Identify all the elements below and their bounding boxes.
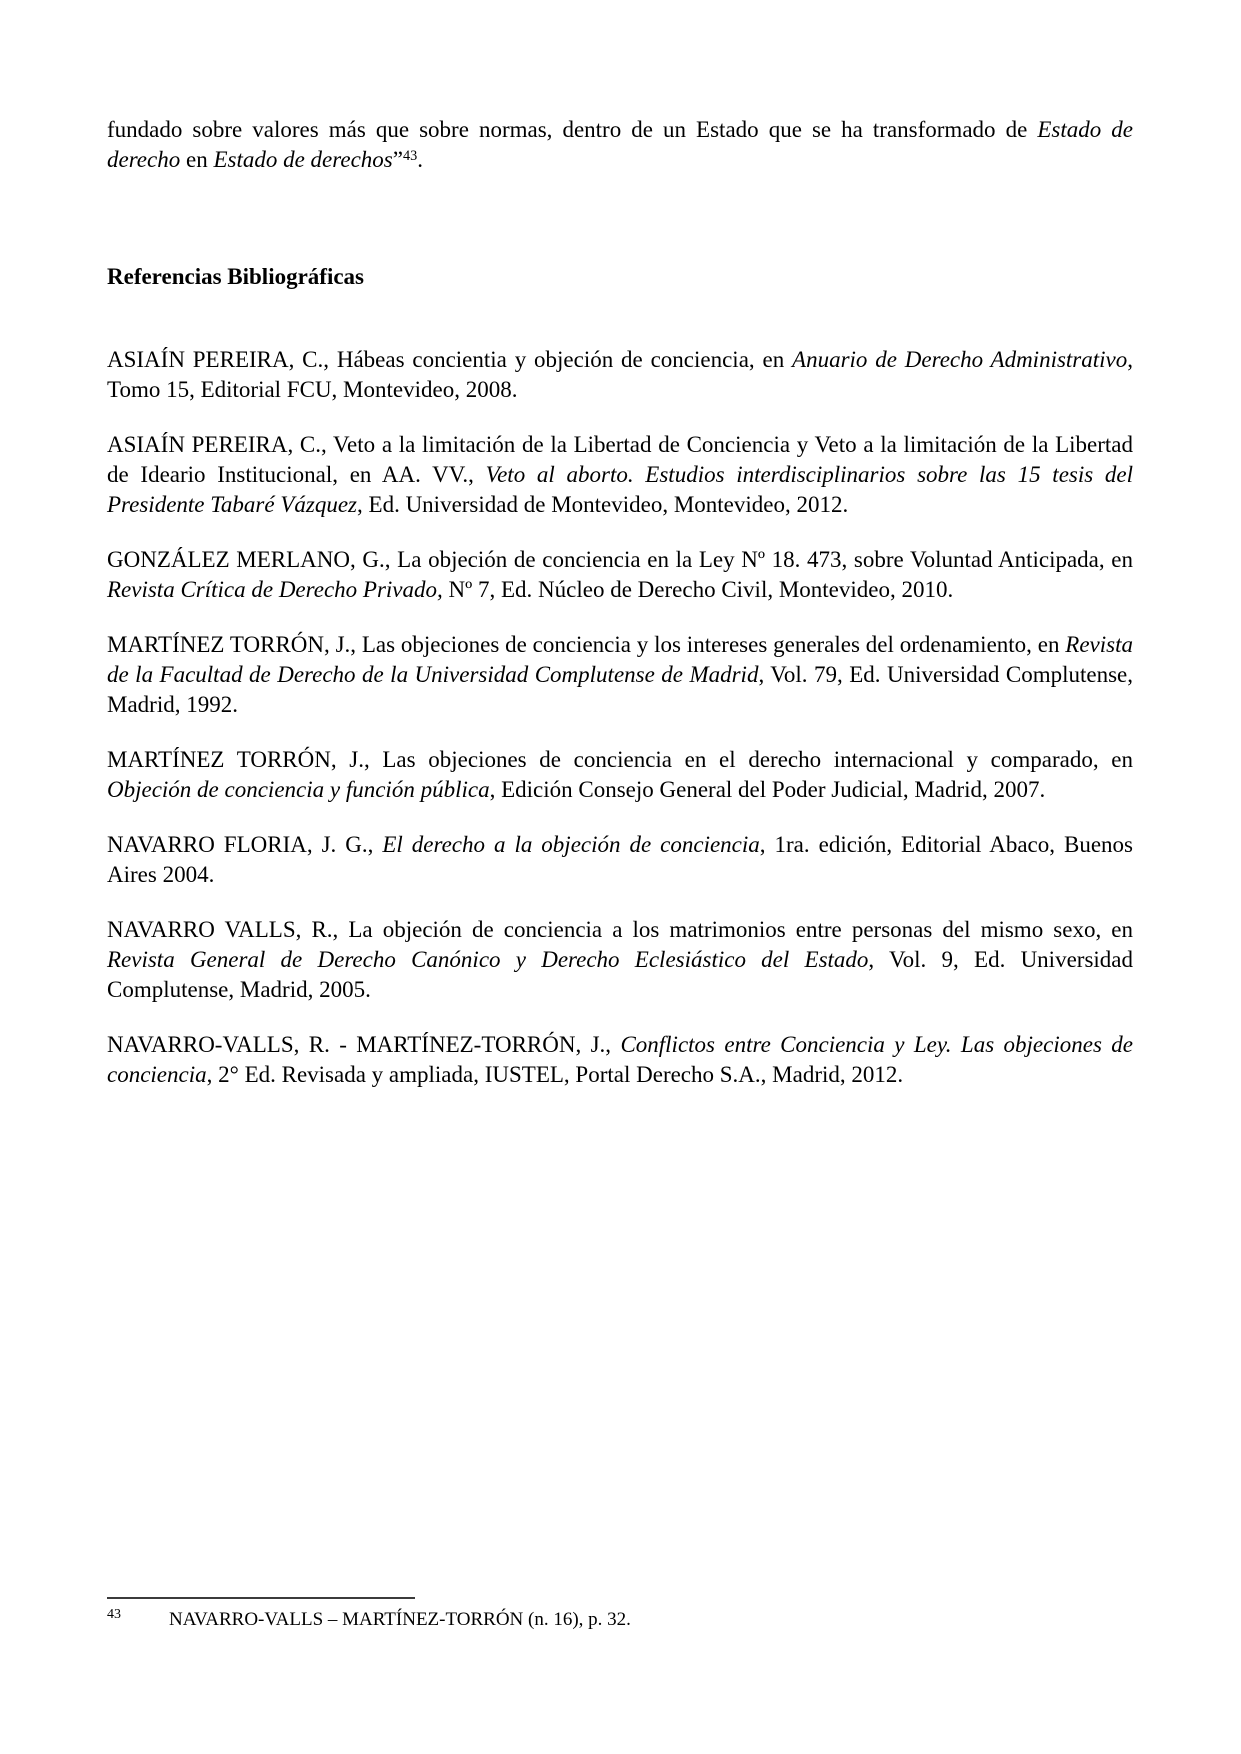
reference-entry <box>107 830 1133 890</box>
text-run: , 2° Ed. Revisada y ampliada, IUSTEL, Portal Derecho S.A., Madrid, 2012. <box>206 1062 904 1087</box>
reference-entry <box>107 345 1133 405</box>
italic-title-text: Anuario de Derecho Administrativo <box>792 347 1128 372</box>
text-run: en <box>180 147 214 172</box>
footnote-text: NAVARRO-VALLS – MARTÍNEZ-TORRÓN (n. 16), p. 32. <box>169 1609 631 1630</box>
body-paragraph <box>107 115 1133 175</box>
text-run: MARTÍNEZ TORRÓN, J., Las objeciones de conciencia en el derecho internacional y comparado, en <box>107 747 1133 772</box>
text-run: ” <box>392 147 403 172</box>
text-run: ASIAÍN PEREIRA, C., Veto a la limitación de la Libertad de Conciencia y Veto a la limitación de la Libertad de Ideario Institucional, en AA. VV., <box>107 432 1133 487</box>
text-run: , Ed. Universidad de Montevideo, Montevideo, 2012. <box>357 492 849 517</box>
text-run: , Vol. 9, Ed. Universidad Complutense, Madrid, 2005. <box>107 947 1133 1002</box>
italic-title-text: El derecho a la objeción de conciencia <box>382 832 760 857</box>
text-run: NAVARRO-VALLS, R. - MARTÍNEZ-TORRÓN, J., <box>107 1032 621 1057</box>
text-run: . <box>417 147 423 172</box>
reference-entry <box>107 745 1133 805</box>
text-run: NAVARRO FLORIA, J. G., <box>107 832 383 857</box>
text-run: MARTÍNEZ TORRÓN, J., Las objeciones de conciencia y los intereses generales del ordenamiento, en <box>107 632 1066 657</box>
text-run: , 1ra. edición, Editorial Abaco, Buenos Aires 2004. <box>107 832 1133 887</box>
text-run: NAVARRO VALLS, R., La objeción de conciencia a los matrimonios entre personas del mismo sexo, en <box>107 917 1133 942</box>
reference-entry <box>107 1030 1133 1090</box>
italic-title-text: Estado de derecho <box>107 117 1133 172</box>
reference-entry <box>107 430 1133 520</box>
text-run: , Edición Consejo General del Poder Judicial, Madrid, 2007. <box>489 777 1046 802</box>
text-run: ASIAÍN PEREIRA, C., Hábeas concientia y objeción de conciencia, en <box>107 347 793 372</box>
references-list <box>107 345 1133 1090</box>
reference-entry <box>107 915 1133 1005</box>
section-heading: Referencias Bibliográficas <box>107 264 364 289</box>
italic-title-text: Revista de la Facultad de Derecho de la Universidad Complutense de Madrid <box>107 632 1133 687</box>
italic-title-text: Estado de derechos <box>213 147 393 172</box>
text-run: , Tomo 15, Editorial FCU, Montevideo, 2008. <box>107 347 1133 402</box>
text-run: , Vol. 79, Ed. Universidad Complutense, Madrid, 1992. <box>107 662 1133 717</box>
footnote-reference-mark: 43 <box>402 147 418 164</box>
italic-title-text: Revista Crítica de Derecho Privado, <box>107 577 443 602</box>
italic-title-text: Conflictos entre Conciencia y Ley. Las objeciones de conciencia <box>107 1032 1133 1087</box>
italic-title-text: Objeción de conciencia y función pública <box>107 777 490 802</box>
footnote-number: 43 <box>107 1607 121 1622</box>
text-run: GONZÁLEZ MERLANO, G., La objeción de conciencia en la Ley Nº 18. 473, sobre Voluntad Anticipada, en <box>107 547 1133 572</box>
footnote <box>107 1608 1133 1634</box>
reference-entry <box>107 630 1133 720</box>
text-run: Nº 7, Ed. Núcleo de Derecho Civil, Montevideo, 2010. <box>442 577 954 602</box>
footnote-separator-rule <box>107 1597 415 1599</box>
footnote-area <box>107 1597 1133 1634</box>
reference-entry <box>107 545 1133 605</box>
italic-title-text: Veto al aborto. Estudios interdisciplinarios sobre las 15 tesis del Presidente Tabaré Vázquez <box>107 462 1133 517</box>
text-run: fundado sobre valores más que sobre normas, dentro de un Estado que se ha transformado de <box>107 117 1038 142</box>
italic-title-text: Revista General de Derecho Canónico y Derecho Eclesiástico del Estado <box>107 947 869 972</box>
